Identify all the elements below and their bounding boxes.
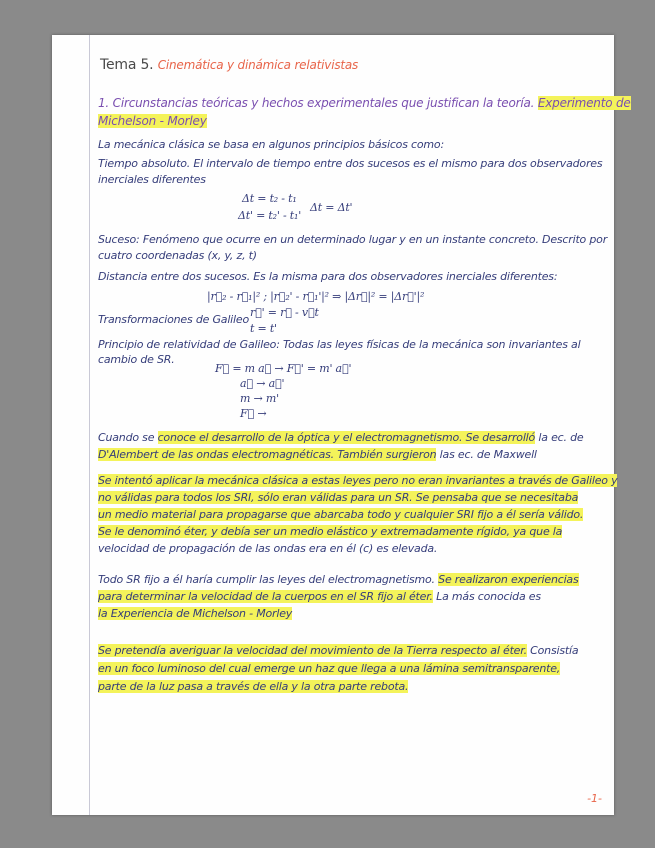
para-highlight: Se pretendía averiguar la velocidad del movimiento de la Tierra respecto al éter.: [98, 644, 527, 657]
para-highlight: Se le denominó éter, y debía ser un medio elástico y extremadamente rígido, ya que la: [98, 525, 563, 538]
page-number: -1-: [587, 792, 602, 805]
section-1-lead: 1. Circunstancias teóricas y hechos experimentales que justifican la teoría.: [98, 96, 535, 110]
paragraph-1-line: [98, 448, 537, 462]
equation-time-3: Δt = Δt': [310, 201, 353, 214]
paragraph-2-line: velocidad de propagación de las ondas era en él (c) es elevada.: [98, 542, 438, 555]
page-title: [100, 58, 358, 72]
text-line: inerciales diferentes: [98, 173, 206, 186]
paragraph-3-line: [98, 573, 579, 587]
title-topic: Cinemática y dinámica relativistas: [157, 58, 359, 72]
paragraph-2-line: [98, 474, 617, 488]
paragraph-2-line: [98, 525, 562, 539]
equation-time-1: Δt = t₂ - t₁: [242, 192, 297, 205]
para-highlight: D'Alembert de las ondas electromagnéticas. También surgieron: [98, 448, 437, 461]
paragraph-1-line: [98, 431, 583, 445]
para-highlight: en un foco luminoso del cual emerge un haz que llega a una lámina semitransparente,: [98, 662, 561, 675]
para-highlight: un medio material para propagarse que abarcaba todo y cualquier SRI fijo a él sería válido.: [98, 508, 584, 521]
text-line: La mecánica clásica se basa en algunos principios básicos como:: [98, 138, 444, 151]
notebook-page: [52, 35, 631, 815]
para-text: la ec. de: [535, 431, 584, 444]
para-highlight: parte de la luz pasa a través de ella y la otra parte rebota.: [98, 680, 409, 693]
section-1-heading-cont: [98, 114, 207, 128]
para-text: La más conocida es: [432, 590, 541, 603]
equation-force-1: F⃗ = m a⃗ → F⃗' = m' a⃗': [215, 362, 352, 375]
para-highlight: la Experiencia de Michelson - Morley: [98, 607, 293, 620]
equation-galileo-1: r⃗' = r⃗ - v⃗t: [250, 306, 319, 319]
equation-force-4: F⃗ →: [240, 407, 267, 420]
paragraph-4-line: [98, 644, 578, 658]
para-highlight: no válidas para todos los SRI, sólo eran válidas para un SR. Se pensaba que se necesitaba: [98, 491, 579, 504]
paragraph-2-line: [98, 508, 583, 522]
paragraph-4-line: [98, 680, 408, 694]
text-line: Distancia entre dos sucesos. Es la misma para dos observadores inerciales diferentes:: [98, 270, 558, 283]
margin-line: [89, 35, 90, 815]
para-text: Consistía: [526, 644, 579, 657]
equation-force-2: a⃗ → a⃗': [240, 377, 285, 390]
section-1-heading: [98, 96, 631, 110]
paragraph-4-line: [98, 662, 560, 676]
para-highlight: conoce el desarrollo de la óptica y el electromagnetismo. Se desarrolló: [157, 431, 536, 444]
equation-time-2: Δt' = t₂' - t₁': [238, 209, 302, 222]
para-highlight: Se realizaron experiencias: [438, 573, 579, 586]
text-line: Tiempo absoluto. El intervalo de tiempo entre dos sucesos es el mismo para dos observadores: [98, 157, 603, 170]
paragraph-2-line: [98, 491, 578, 505]
text-line: cambio de SR.: [98, 353, 175, 366]
paragraph-3-line: [98, 607, 292, 621]
para-highlight: para determinar la velocidad de la cuerpos en el SR fijo al éter.: [98, 590, 433, 603]
equation-force-3: m → m': [240, 392, 279, 405]
section-1-highlight-a: Experimento de: [537, 96, 631, 110]
galileo-label: Transformaciones de Galileo: [98, 313, 249, 326]
text-line: Principio de relatividad de Galileo: Todas las leyes físicas de la mecánica son invariantes al: [98, 338, 581, 351]
para-text: Cuando se: [98, 431, 158, 444]
text-line: cuatro coordenadas (x, y, z, t): [98, 249, 257, 262]
title-prefix: Tema 5.: [100, 57, 154, 73]
section-1-highlight-b: Michelson - Morley: [98, 114, 207, 128]
text-line: Suceso: Fenómeno que ocurre en un determinado lugar y en un instante concreto. Descrito por: [98, 233, 608, 246]
equation-galileo-2: t = t': [250, 322, 277, 335]
para-text: Todo SR fijo a él haría cumplir las leyes del electromagnetismo.: [98, 573, 439, 586]
paragraph-3-line: [98, 590, 541, 604]
equation-distance: |r⃗₂ - r⃗₁|² ; |r⃗₂' - r⃗₁'|² ⇒ |Δr⃗|² = |Δr⃗'|²: [207, 290, 425, 303]
para-highlight: Se intentó aplicar la mecánica clásica a estas leyes pero no eran invariantes a través de Galileo y: [98, 474, 618, 487]
para-text: las ec. de Maxwell: [436, 448, 537, 461]
